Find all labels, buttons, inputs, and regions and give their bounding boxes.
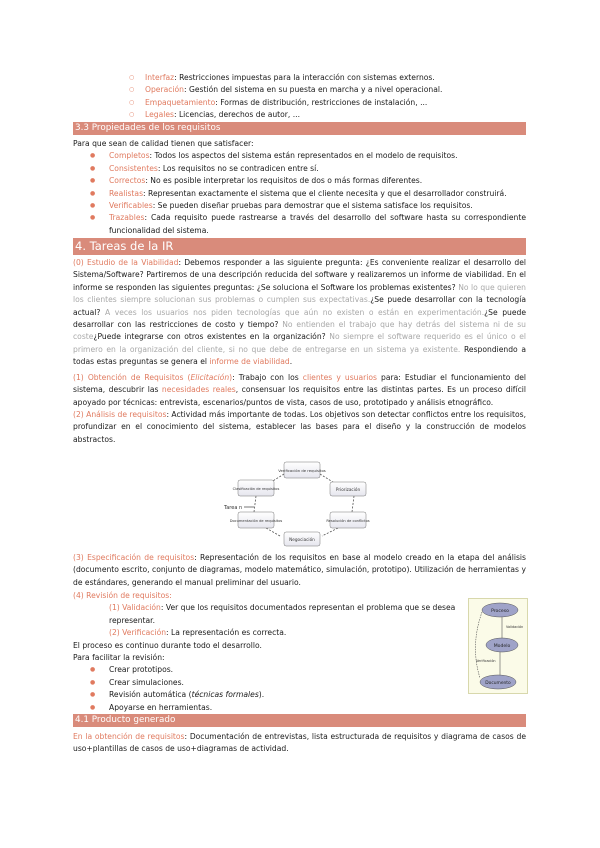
node-label: Proceso [491,609,509,614]
section-heading-3-3: 3.3 Propiedades de los requisitos [73,122,526,135]
list-item: ● Apoyarse en herramientas. [73,702,473,714]
list-item: ○ Operación: Gestión del sistema en su puesta en marcha y a nivel operacional. [73,84,526,96]
node-label: Documento [485,681,511,686]
paragraph-elicitation: (1) Obtención de Requisitos (Elicitación): Trabajo con los clientes y usuarios para: Estudiar el funcionamiento del sistema, descubrir las necesidades reales, consensuar los requisitos entre las distintas partes. Es un proceso difícil apoyado por técnicas: entrevista, escenarios/puntos de vista, casos de uso, prototipado y análisis etnográfico. [73,373,526,407]
list-item: ● Revisión automática (técnicas formales). [73,689,473,701]
list-item: ● Realistas: Representan exactamente el sistema que el cliente necesita y que el desarrollador construirá. [73,188,526,200]
node-priorizacion [330,482,366,496]
node-label: Clasificación de requisitos [232,487,280,491]
edge-label: Verificación [476,659,496,663]
list-item: ● Crear simulaciones. [73,677,473,689]
section-heading-4: 4. Tareas de la IR [73,238,526,255]
continuous-text: El proceso es continuo durante todo el desarrollo. [73,640,262,650]
section-3-3-body [73,138,526,237]
paragraph-viability: (0) Estudio de la Viabilidad: Debemos responder a las siguiente pregunta: ¿Es conveniente realizar el desarrollo del Sistema/Software? Partiremos de una descripción reducida del software y realizaremos un informe de viabilidad. En el informe se responden las siguientes preguntas: ¿Se soluciona el Software los problemas existentes? No lo que quieren los clientes siempre solucionan sus problemas o cumplen sus expectativas.¿Se puede desarrollar con la tecnología actual? A veces los usuarios nos piden tecnologías que aún no existen o están en experimentación.¿Se puede desarrollar con las restricciones de costo y tiempo? No entienden el trabajo que hay detrás del sistema ni de su coste¿Puede integrarse con otros existentes en la organización? No siempre el software requerido es el único o el primero en la organización del cliente, si no que debe de entregarse en un sistema ya existente. Respondiendo a todas estas preguntas se genera el informe de viabilidad. [73,258,526,367]
node-label: Resolución de conflictos [326,519,370,523]
facilitar-text: Para facilitar la revisión: [73,653,165,663]
revision-heading: (4) Revisión de requisitos: [73,591,172,600]
node-negociacion [284,532,320,546]
node-clasificacion [233,480,280,496]
top-sublist [73,72,526,122]
list-item: ○ Legales: Licencias, derechos de autor, ... [73,109,526,121]
properties-list [73,150,526,237]
paragraph-product: En la obtención de requisitos: Documentación de entrevistas, lista estructurada de requisitos y diagrama de casos de uso+plantillas de casos de uso+diagramas de actividad. [73,732,526,754]
verification-item: (2) Verificación: La representación es correcta. [109,628,287,638]
paragraph-specification: (3) Especificación de requisitos: Representación de los requisitos en base al modelo creado en la etapa del análisis (documento escrito, conjunto de diagramas, modelo matemático, simulación, prototipo). Utilización de herramientas y de estándares, generando el manual preliminar del usuario. [73,553,526,587]
section-heading-4-1: 4.1 Producto generado [73,714,526,727]
task-label: Tarea n [224,505,243,511]
intro-text: Para que sean de calidad tienen que satisfacer: [73,139,254,148]
validation-diagram [468,598,528,694]
list-item: ○ Interfaz: Restricciones impuestas para la interacción con sistemas externos. [73,72,526,84]
revision-block [73,590,473,714]
list-item: ● Correctos: No es posible interpretar los requisitos de dos o más formas diferentes. [73,175,526,187]
node-label: Documentación de requisitos [229,519,283,523]
list-item: ● Verificables: Se pueden diseñar pruebas para demostrar que el sistema satisface los requisitos. [73,200,526,212]
node-verificacion [278,462,326,478]
node-documentacion [230,512,283,528]
node-resolucion [326,512,369,528]
node-label: Priorización [335,487,361,492]
node-label: Verificación de requisitos [278,468,326,473]
list-item: ● Completos: Todos los aspectos del sistema están representados en el modelo de requisitos. [73,150,526,162]
node-label: Negociación [289,537,315,542]
node-documento [480,675,516,689]
edge-label: Validación [506,625,524,629]
paragraph-analysis: (2) Análisis de requisitos: Actividad más importante de todas. Los objetivos son detectar conflictos entre los requisitos, profundizar en el conocimiento del sistema, establecer las bases para el diseño y la construcción de modelos abstractos. [73,410,526,444]
list-item: ○ Empaquetamiento: Formas de distribución, restricciones de instalación, ... [73,97,526,109]
list-item: ● Crear prototipos. [73,664,473,676]
list-item: ● Consistentes: Los requisitos no se contradicen entre sí. [73,163,526,175]
validation-item: (1) Validación: Ver que los requisitos documentados representan el problema que se desea representar. [109,603,456,625]
list-item: ● Trazables: Cada requisito puede rastrearse a través del desarrollo del software hasta su correspondiente funcionalidad del sistema. [73,212,526,237]
analysis-cycle-diagram [222,460,382,550]
node-proceso [482,603,518,617]
node-label: Modelo [493,644,511,649]
node-modelo [486,638,518,652]
revision-tips-list [73,664,473,714]
